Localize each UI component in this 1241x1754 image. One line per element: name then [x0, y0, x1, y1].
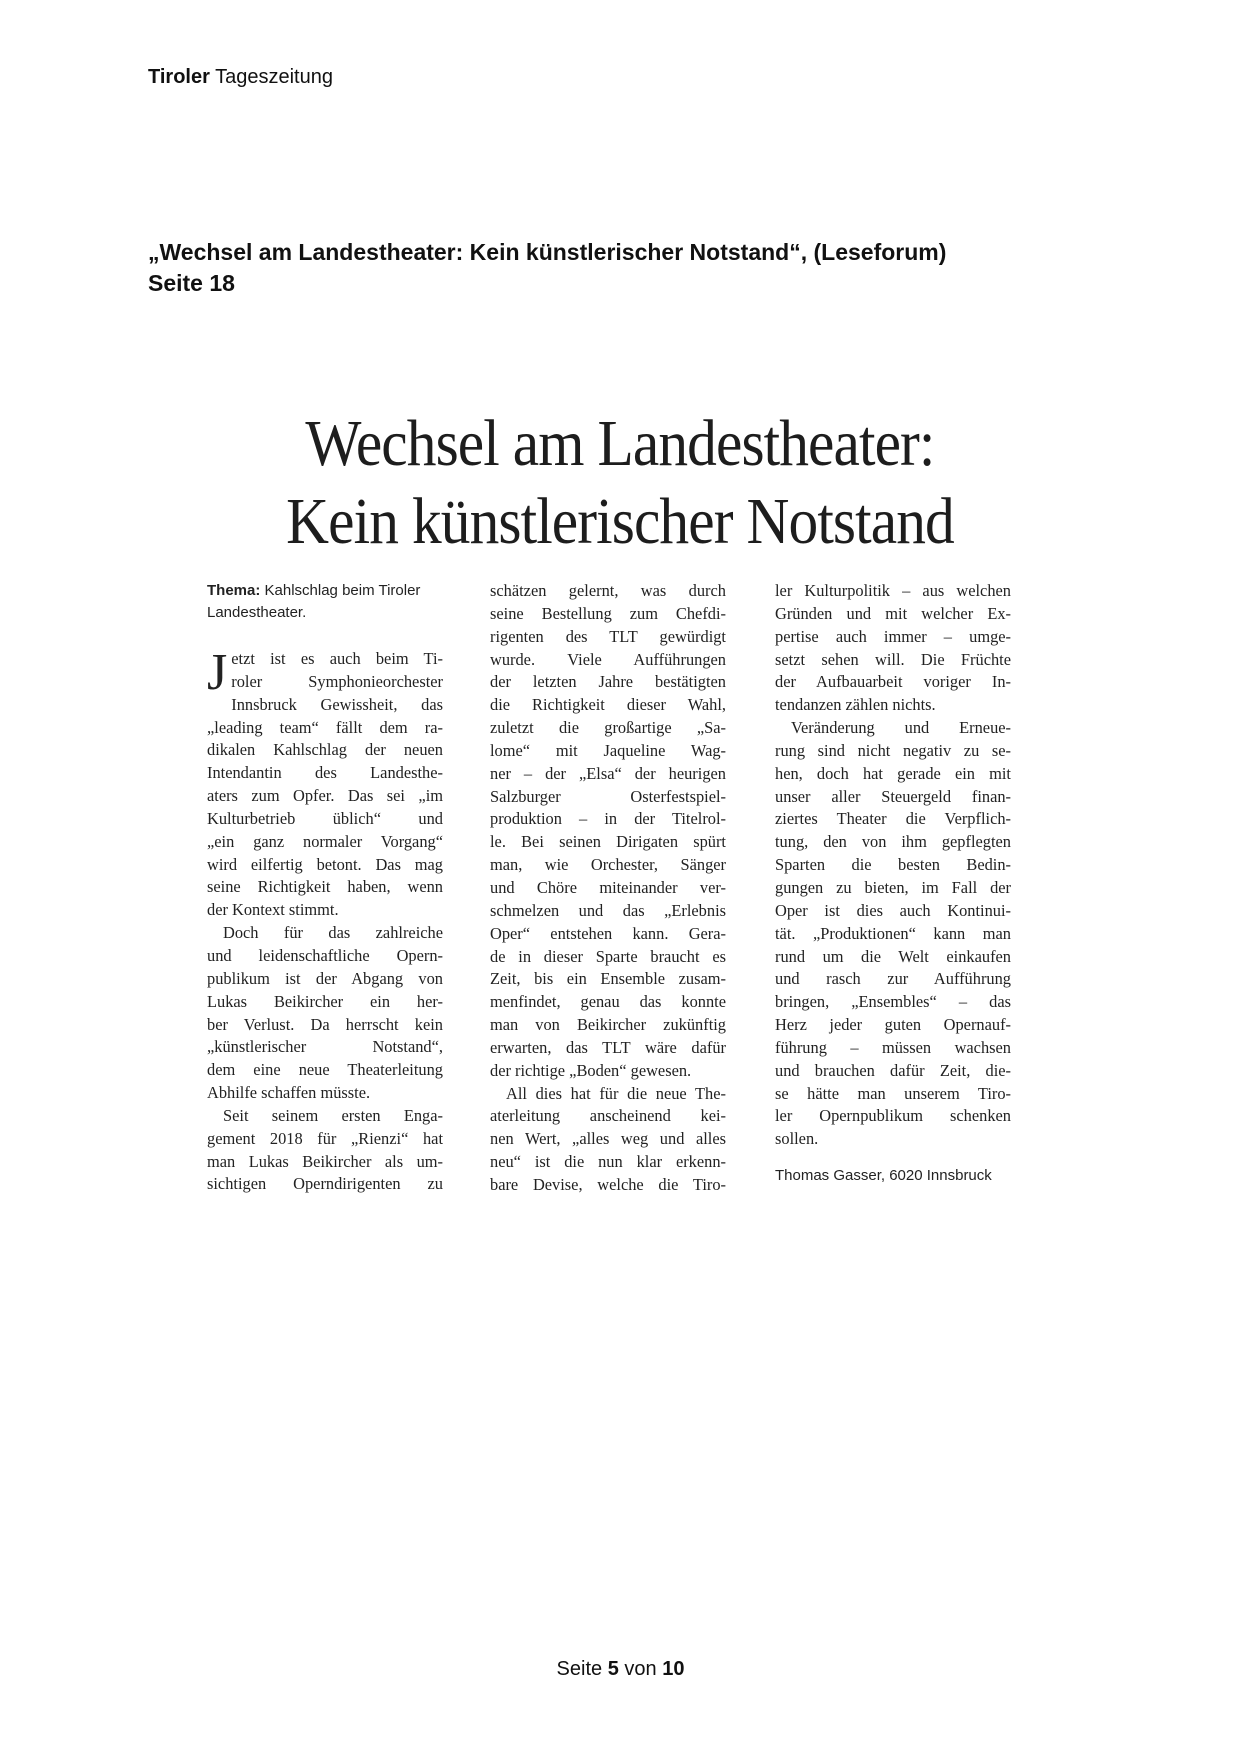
article-line: und brauchen dafür Zeit, die- [775, 1060, 1011, 1080]
topic-text: Kahlschlag beim Tiroler Landestheater. [207, 582, 421, 621]
article-line: man von Beikircher zukünftig [490, 1015, 726, 1035]
document-title-line: „Wechsel am Landestheater: Kein künstlerischer Notstand“, (Leseforum) [148, 239, 947, 265]
current-page: 5 [607, 1658, 619, 1680]
article-line: Kulturbetrieb üblich“ und [207, 808, 443, 828]
source-rest: Tageszeitung [215, 66, 333, 88]
article-line: Abhilfe schaffen müsste. [207, 1083, 371, 1103]
article-line: tung, den von ihm gepflegten [775, 832, 1011, 852]
footer-mid: von [624, 1658, 657, 1680]
article-line: publikum ist der Abgang von [207, 968, 443, 988]
article-line: ler Opernpublikum schenken [775, 1106, 1011, 1126]
article-line: der Kontext stimmt. [207, 900, 339, 920]
article-line: rigenten des TLT gewürdigt [490, 626, 726, 646]
article-line: neu“ ist die nun klar erkenn- [490, 1152, 726, 1172]
article-line: Lukas Beikircher ein her- [207, 991, 443, 1011]
article-line: menfindet, genau das konnte [490, 992, 726, 1012]
article-line: man Lukas Beikircher als um- [207, 1151, 443, 1171]
article-line: gement 2018 für „Rienzi“ hat [207, 1128, 443, 1148]
article-line: bringen, „Ensembles“ – das [775, 992, 1011, 1012]
article-line: und Chöre miteinander ver- [490, 877, 726, 897]
article-line: rund um die Welt einkaufen [775, 946, 1011, 966]
article-line: ner – der „Elsa“ der heurigen [490, 763, 726, 783]
article-line: Innsbruck Gewissheit, das [231, 694, 443, 714]
article-line: Doch für das zahlreiche [223, 923, 443, 943]
document-title [148, 237, 1128, 299]
article-line: etzt ist es auch beim Ti- [231, 649, 443, 668]
article-line: „leading team“ fällt dem ra- [207, 717, 443, 737]
article-line: rung sind nicht negativ zu se- [775, 740, 1011, 760]
source-bold: Tiroler [148, 66, 210, 88]
article-line: All dies hat für die neue The- [506, 1083, 726, 1103]
article-line: wurde. Viele Aufführungen [490, 649, 726, 669]
article-line: Gründen und mit welcher Ex- [775, 603, 1011, 623]
article-column-1 [207, 580, 443, 1196]
drop-cap: J [207, 644, 228, 701]
article-line: tät. „Produktionen“ kann man [775, 923, 1011, 943]
article-line: dem eine neue Theaterleitung [207, 1060, 443, 1080]
article-line: und leidenschaftliche Opern- [207, 945, 443, 965]
article-line: seine Richtigkeit haben, wenn [207, 877, 443, 897]
article-line: ziertes Theater die Verpflich- [775, 809, 1011, 829]
article-line: schmelzen und das „Erlebnis [490, 900, 726, 920]
total-pages: 10 [662, 1658, 685, 1680]
article-line: pertise auch immer – umge- [775, 626, 1011, 646]
article-line: „ein ganz normaler Vorgang“ [207, 831, 443, 851]
article-line: die Richtigkeit dieser Wahl, [490, 695, 726, 715]
article-line: man, wie Orchester, Sänger [490, 855, 726, 875]
article-line: sichtigen Operndirigenten zu [207, 1174, 443, 1194]
article-line: der letzten Jahre bestätigten [490, 672, 726, 692]
article-line: ber Verlust. Da herrscht kein [207, 1014, 443, 1034]
article-line: tendanzen zählen nichts. [775, 695, 936, 715]
article-line: setzt sehen will. Die Früchte [775, 649, 1011, 669]
article-line: hen, doch hat gerade ein mit [775, 763, 1011, 783]
article-line: lome“ mit Jaqueline Wag- [490, 740, 726, 760]
newspaper-source [148, 66, 333, 89]
article-line: unser aller Steuergeld finan- [775, 786, 1011, 806]
headline-line: Wechsel am Landestheater: [305, 407, 935, 480]
letter-signature: Thomas Gasser, 6020 Innsbruck [775, 1167, 992, 1185]
article-line: sollen. [775, 1129, 819, 1149]
article-line: führung – müssen wachsen [775, 1037, 1011, 1057]
article-line: Seit seinem ersten Enga- [223, 1105, 443, 1125]
article-line: Zeit, bis ein Ensemble zusam- [490, 969, 726, 989]
article-line: wird eilfertig betont. Das mag [207, 854, 443, 874]
article-line: aterleitung anscheinend kei- [490, 1106, 726, 1126]
article-line: erwarten, das TLT wäre dafür [490, 1037, 726, 1057]
article-line: Veränderung und Erneue- [791, 718, 1011, 738]
article-line: der Aufbauarbeit voriger In- [775, 672, 1011, 692]
article-line: de in dieser Sparte braucht es [490, 946, 726, 966]
article-line: und rasch zur Aufführung [775, 969, 1011, 989]
article-line: schätzen gelernt, was durch [490, 581, 726, 600]
article-line: „künstlerischer Notstand“, [207, 1037, 443, 1057]
article-line: der richtige „Boden“ gewesen. [490, 1060, 692, 1080]
footer-prefix: Seite [556, 1658, 603, 1680]
article-column-3 [775, 580, 1011, 1188]
article-line: produktion – in der Titelrol- [490, 809, 726, 829]
article-line: Oper“ entstehen kann. Gera- [490, 923, 726, 943]
article-line: Intendantin des Landesthe- [207, 763, 443, 783]
article-line: zuletzt die großartige „Sa- [490, 718, 726, 738]
article-line: seine Bestellung zum Chefdi- [490, 603, 726, 623]
page-footer [0, 1658, 1241, 1681]
article-line: Oper ist dies auch Kontinui- [775, 900, 1011, 920]
article-line: nen Wert, „alles weg und alles [490, 1129, 726, 1149]
article-line: se hätte man unserem Tiro- [775, 1083, 1011, 1103]
article-line: Herz jeder guten Opernauf- [775, 1015, 1011, 1035]
article-line: aters zum Opfer. Das sei „im [207, 786, 443, 806]
article-line: roler Symphonieorchester [231, 671, 443, 691]
headline-line: Kein künstlerischer Notstand [286, 485, 954, 558]
article-line: Salzburger Osterfestspiel- [490, 786, 726, 806]
article-line: gungen zu bieten, im Fall der [775, 877, 1011, 897]
article-line: dikalen Kahlschlag der neuen [207, 740, 443, 760]
document-page-ref: Seite 18 [148, 270, 235, 296]
topic-line [207, 580, 443, 624]
article-headline [180, 405, 1060, 561]
topic-label: Thema: [207, 582, 261, 599]
article-column-2 [490, 580, 726, 1197]
article-line: ler Kulturpolitik – aus welchen [775, 581, 1011, 600]
article-line: le. Bei seinen Dirigaten spürt [490, 832, 726, 852]
article-line: Sparten die besten Bedin- [775, 855, 1011, 875]
article-line: bare Devise, welche die Tiro- [490, 1174, 726, 1194]
